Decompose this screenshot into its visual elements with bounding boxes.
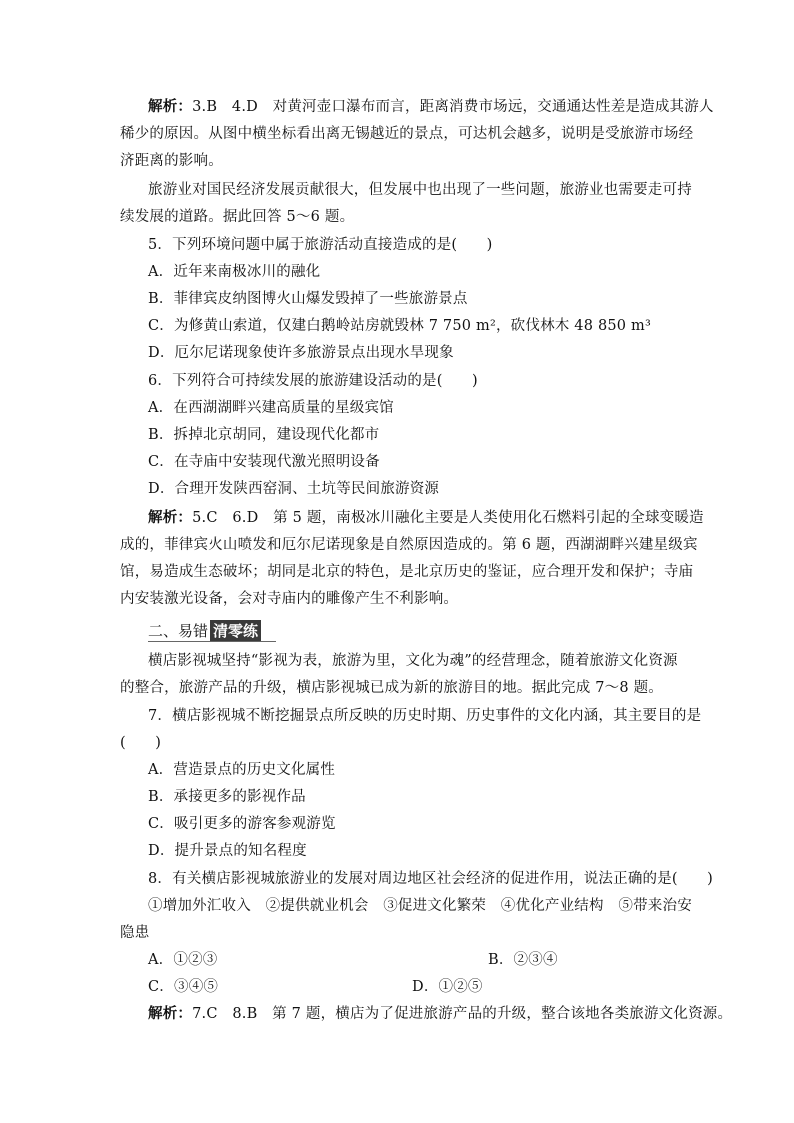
line-text: B．拆掉北京胡同，建设现代化都市 <box>148 427 380 443</box>
text-line <box>148 180 692 200</box>
line-text: 7．横店影视城不断挖掘景点所反映的历史时期、历史事件的文化内涵，其主要目的是 <box>148 708 702 724</box>
line-text: 5．下列环境问题中属于旅游活动直接造成的是( ) <box>148 237 493 253</box>
text-line <box>148 398 394 418</box>
text-line <box>148 508 704 528</box>
line-text: 隐患 <box>120 925 150 941</box>
line-text: C．为修黄山索道，仅建白鹅岭站房就毁林 7 750 m²，砍伐林木 48 850 m³ <box>148 318 651 334</box>
line-text: 3.B 4.D 对黄河壶口瀑布而言，距离消费市场远，交通通达性差是造成其游人 <box>192 99 714 115</box>
line-text: A．在西湖湖畔兴建高质量的星级宾馆 <box>148 400 394 416</box>
line-text: D．提升景点的知名程度 <box>148 843 307 859</box>
text-line <box>120 923 149 943</box>
text-line <box>148 425 379 445</box>
line-text: ①增加外汇收入 ②提供就业机会 ③促进文化繁荣 ④优化产业结构 ⑤带来治安 <box>148 898 692 914</box>
line-text: 8．有关横店影视城旅游业的发展对周边地区社会经济的促进作用，说法正确的是( ) <box>148 871 714 887</box>
line-text: D．合理开发陕西窑洞、土坑等民间旅游资源 <box>148 481 440 497</box>
answer-label: 解析： <box>148 1005 193 1022</box>
text-line <box>148 760 335 780</box>
text-line <box>120 151 223 171</box>
text-line <box>120 589 458 609</box>
line-text: 的整合，旅游产品的升级，横店影视城已成为新的旅游目的地。据此完成 7～8 题。 <box>120 680 663 696</box>
text-line <box>148 97 714 117</box>
text-line <box>148 651 678 671</box>
line-text: 5.C 6.D 第 5 题，南极冰川融化主要是人类使用化石燃料引起的全球变暖造 <box>192 510 704 526</box>
line-text: C．在寺庙中安装现代激光照明设备 <box>148 454 380 470</box>
text-line <box>148 316 651 336</box>
text-line <box>148 479 439 499</box>
option-a-8: A．①②③ <box>148 952 218 968</box>
line-text: C．③④⑤ <box>148 979 219 995</box>
option-b-8: B．②③④ <box>488 952 558 968</box>
text-line <box>148 289 468 309</box>
text-line <box>148 235 493 255</box>
text-line <box>148 841 307 861</box>
text-line <box>148 706 701 726</box>
section-heading <box>148 620 261 642</box>
text-line <box>148 452 380 472</box>
line-text: C．吸引更多的游客参观游览 <box>148 816 336 832</box>
text-line <box>120 207 354 227</box>
text-line <box>148 1004 732 1024</box>
option-d-8: D．①②⑤ <box>412 979 483 995</box>
line-text: A．营造景点的历史文化属性 <box>148 762 336 778</box>
section-prefix: 二、易错 <box>148 622 209 640</box>
section-underline <box>148 641 276 642</box>
line-text: 济距离的影响。 <box>120 153 223 169</box>
line-text: ( ) <box>120 735 162 751</box>
text-line <box>148 869 713 889</box>
section-badge: 清零练 <box>210 620 261 642</box>
line-text: 横店影视城坚持“影视为表，旅游为里，文化为魂”的经营理念，随着旅游文化资源 <box>148 653 678 669</box>
text-line <box>148 343 454 363</box>
line-text: D．厄尔尼诺现象使许多旅游景点出现水旱现象 <box>148 345 454 361</box>
line-text: 续发展的道路。据此回答 5～6 题。 <box>120 209 355 225</box>
line-text: 6．下列符合可持续发展的旅游建设活动的是( ) <box>148 373 478 389</box>
text-line <box>148 371 478 391</box>
text-line <box>148 262 320 282</box>
text-line <box>120 124 693 144</box>
line-text: 馆，易造成生态破坏；胡同是北京的特色，是北京历史的鉴证，应合理开发和保护；寺庙 <box>120 564 694 580</box>
line-text: 内安装激光设备，会对寺庙内的雕像产生不利影响。 <box>120 591 459 607</box>
line-text: 稀少的原因。从图中横坐标看出离无锡越近的景点，可达机会越多，说明是受旅游市场经 <box>120 126 694 142</box>
text-line <box>148 814 336 834</box>
text-line <box>120 678 663 698</box>
text-line <box>148 787 306 807</box>
answer-label: 解析： <box>148 98 193 115</box>
text-line <box>148 977 218 997</box>
answer-label: 解析： <box>148 509 193 526</box>
line-text: 旅游业对国民经济发展贡献很大，但发展中也出现了一些问题，旅游业也需要走可持 <box>148 182 692 198</box>
text-line <box>148 896 692 916</box>
line-text: A．近年来南极冰川的融化 <box>148 264 321 280</box>
line-text: B．承接更多的影视作品 <box>148 789 306 805</box>
text-line <box>120 535 698 555</box>
line-text: 7.C 8.B 第 7 题，横店为了促进旅游产品的升级，整合该地各类旅游文化资源。 <box>192 1006 733 1022</box>
text-line <box>120 562 693 582</box>
line-text: 成的，菲律宾火山喷发和厄尔尼诺现象是自然原因造成的。第 6 题，西湖湖畔兴建星级宾 <box>120 537 698 553</box>
line-text: B．菲律宾皮纳图博火山爆发毁掉了一些旅游景点 <box>148 291 468 307</box>
text-line <box>120 733 161 753</box>
